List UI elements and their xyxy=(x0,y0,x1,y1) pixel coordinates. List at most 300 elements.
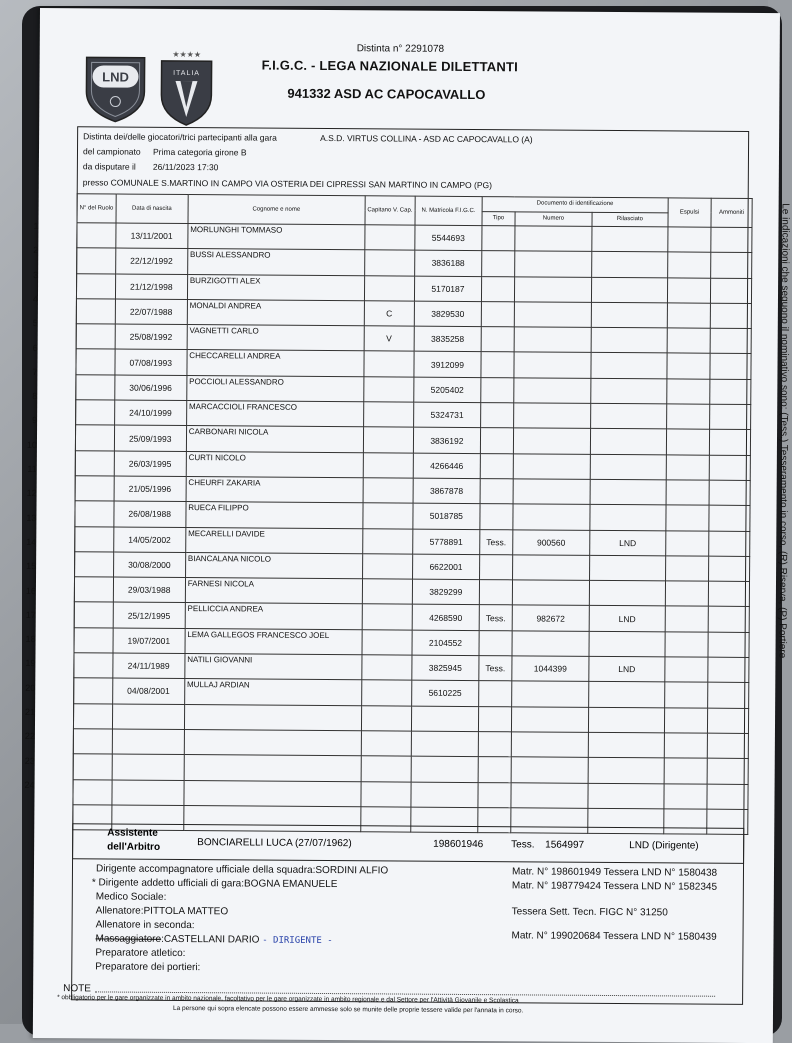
doc-type-cell xyxy=(480,504,513,530)
matricola-cell: 4268590 xyxy=(412,605,479,631)
name-cell: MECARELLI DAVIDE xyxy=(185,527,362,554)
doc-number-cell xyxy=(513,479,590,505)
doc-number-cell xyxy=(511,782,588,808)
captain-cell xyxy=(362,604,412,630)
doc-number-cell xyxy=(513,453,590,479)
assistant-doc-type: Tess. xyxy=(511,839,535,851)
doc-number-cell: 982672 xyxy=(512,605,589,631)
role-cell xyxy=(77,248,116,274)
captain-cell xyxy=(363,427,413,453)
doc-issued-cell xyxy=(588,783,664,809)
expelled-cell xyxy=(668,252,711,278)
doc-issued-cell xyxy=(590,403,666,429)
doc-type-cell xyxy=(478,732,511,758)
doc-number-cell xyxy=(515,226,592,252)
doc-number-cell: 900560 xyxy=(513,529,590,555)
warned-cell xyxy=(707,708,748,734)
row-number: 21 xyxy=(25,706,36,717)
name-cell: MONALDI ANDREA xyxy=(187,299,364,326)
warned-cell xyxy=(711,227,752,253)
role-cell xyxy=(75,425,114,451)
row-number: 24 xyxy=(24,779,35,790)
doc-number-cell xyxy=(511,706,588,732)
row-number: 3 xyxy=(33,269,39,280)
row-number: 16 xyxy=(25,585,36,596)
name-cell: CHEURFI ZAKARIA xyxy=(186,476,363,503)
expelled-cell xyxy=(665,632,708,658)
row-number: 22 xyxy=(24,731,35,742)
coach-ids: Tessera Sett. Tecn. FIGC N° 31250 xyxy=(511,906,668,919)
doc-issued-cell xyxy=(590,454,666,480)
row-number: 15 xyxy=(26,561,37,572)
doc-issued-cell xyxy=(588,758,664,784)
warned-cell xyxy=(708,607,749,633)
doc-number-cell xyxy=(514,327,591,353)
staff-officials xyxy=(92,877,338,890)
doc-number-cell xyxy=(511,757,588,783)
doc-issued-cell xyxy=(591,378,667,404)
captain-cell xyxy=(362,579,412,605)
birth-cell: 24/10/1999 xyxy=(114,400,186,426)
warned-cell xyxy=(711,252,752,278)
name-cell: RUECA FILIPPO xyxy=(186,502,363,529)
role-cell xyxy=(73,703,112,729)
expelled-cell xyxy=(665,606,708,632)
birth-cell: 24/11/1989 xyxy=(113,653,185,679)
doc-number-cell xyxy=(511,732,588,758)
captain-cell xyxy=(361,781,411,807)
role-cell xyxy=(74,577,113,603)
doc-issued-cell: LND xyxy=(589,606,665,632)
warned-cell xyxy=(710,379,751,405)
doc-type-cell: Tess. xyxy=(480,529,513,555)
row-number: 6 xyxy=(32,342,38,353)
warned-cell xyxy=(708,632,749,658)
role-cell xyxy=(74,678,113,704)
director-name: SORDINI ALFIO xyxy=(315,864,389,877)
match-teams: A.S.D. VIRTUS COLLINA - ASD AC CAPOCAVALLO (A) xyxy=(320,132,533,145)
matricola-cell: 4266446 xyxy=(413,453,480,479)
name-cell xyxy=(184,755,361,782)
director-ids: Matr. N° 198601949 Tessera LND N° 1580438 xyxy=(511,866,718,879)
svg-text:LND: LND xyxy=(102,69,129,85)
row-number: 23 xyxy=(24,755,35,766)
warned-cell xyxy=(709,430,750,456)
doc-type-cell xyxy=(478,757,511,783)
col-captain: Capitano V. Cap. xyxy=(365,196,415,225)
captain-cell xyxy=(365,225,415,251)
doc-issued-cell xyxy=(589,682,665,708)
captain-cell xyxy=(361,756,411,782)
captain-cell xyxy=(363,402,413,428)
footer-line-2: La persone qui sopra elencate possono essere ammesse solo se munite delle proprie tessere valide per l'annata in corso. xyxy=(172,1004,524,1015)
role-cell xyxy=(75,552,114,578)
expelled-cell xyxy=(667,277,710,303)
matricola-cell: 3836192 xyxy=(413,427,480,453)
doc-issued-cell: LND xyxy=(590,530,666,556)
warned-cell xyxy=(709,480,750,506)
name-cell: LEMA GALLEGOS FRANCESCO JOEL xyxy=(185,628,362,655)
birth-cell: 14/05/2002 xyxy=(113,527,185,553)
doc-number-cell xyxy=(514,276,591,302)
warned-cell xyxy=(710,354,751,380)
doc-type-cell xyxy=(481,352,514,378)
assistant-doc-number: 1564997 xyxy=(545,839,585,851)
role-cell xyxy=(75,476,114,502)
name-cell: MORLUNGHI TOMMASO xyxy=(188,224,365,251)
doc-type-cell xyxy=(478,782,511,808)
name-cell xyxy=(184,729,361,756)
role-cell xyxy=(75,501,114,527)
doc-number-cell xyxy=(513,403,590,429)
captain-cell xyxy=(362,630,412,656)
birth-cell: 25/09/1993 xyxy=(114,425,186,451)
assistant-doc-issued: LND (Dirigente) xyxy=(629,840,699,852)
col-expelled: Espulsi xyxy=(668,198,711,227)
warned-cell xyxy=(709,455,750,481)
match-venue: presso COMUNALE S.MARTINO IN CAMPO VIA OSTERIA DEI CIPRESSI SAN MARTINO IN CAMPO (PG) xyxy=(82,177,492,191)
row-number: 10 xyxy=(26,439,37,450)
doc-type-cell: Tess. xyxy=(479,656,512,682)
doc-issued-cell xyxy=(588,707,664,733)
birth-cell: 26/03/1995 xyxy=(114,451,186,477)
date-label: da disputare il xyxy=(82,161,136,172)
warned-cell xyxy=(707,733,748,759)
name-cell: VAGNETTI CARLO xyxy=(187,325,364,352)
doc-issued-cell xyxy=(589,581,665,607)
name-cell: CARBONARI NICOLA xyxy=(186,426,363,453)
expelled-cell xyxy=(664,733,707,759)
name-cell: BIANCALANA NICOLO xyxy=(185,552,362,579)
name-cell: NATILI GIOVANNI xyxy=(185,654,362,681)
role-cell xyxy=(73,729,112,755)
lnd-logo xyxy=(82,53,148,123)
warned-cell xyxy=(709,531,750,557)
name-cell xyxy=(184,704,361,731)
expelled-cell xyxy=(665,682,708,708)
captain-cell xyxy=(363,503,413,529)
row-number: 13 xyxy=(26,512,37,523)
doc-type-cell: Tess. xyxy=(479,605,512,631)
match-date: 26/11/2023 17:30 xyxy=(152,161,219,173)
warned-cell xyxy=(710,278,751,304)
birth-cell: 26/08/1988 xyxy=(114,501,186,527)
row-number: 2 xyxy=(33,245,39,256)
col-doc-group: Documento di identificazione xyxy=(482,197,668,213)
doc-type-cell xyxy=(480,453,513,479)
svg-text:ITALIA: ITALIA xyxy=(173,69,201,78)
role-cell xyxy=(75,450,114,476)
doc-issued-cell xyxy=(591,302,667,328)
name-cell: BURZIGOTTI ALEX xyxy=(187,274,364,301)
assistant-box xyxy=(72,823,744,864)
warned-cell xyxy=(709,505,750,531)
expelled-cell xyxy=(666,505,709,531)
warned-cell xyxy=(708,556,749,582)
name-cell: MULLAJ ARDIAN xyxy=(184,679,361,706)
name-cell: FARNESI NICOLA xyxy=(185,578,362,605)
doc-issued-cell xyxy=(591,353,667,379)
officials-label: * Dirigente addetto ufficiali di gara: xyxy=(91,877,245,890)
birth-cell xyxy=(112,780,184,806)
expelled-cell xyxy=(664,783,707,809)
birth-cell: 21/12/1998 xyxy=(115,274,187,300)
coach-name: PITTOLA MATTEO xyxy=(143,905,229,918)
role-cell xyxy=(74,628,113,654)
birth-cell xyxy=(112,704,184,730)
doc-issued-cell xyxy=(589,631,665,657)
note-label: NOTE xyxy=(63,983,91,995)
coach-label: Allenatore: xyxy=(95,905,144,917)
role-cell xyxy=(77,223,116,249)
role-cell xyxy=(74,653,113,679)
row-number: 1 xyxy=(33,220,39,231)
birth-cell: 04/08/2001 xyxy=(112,678,184,704)
doc-type-cell xyxy=(480,428,513,454)
name-cell xyxy=(184,780,361,807)
role-cell xyxy=(73,754,112,780)
birth-cell: 29/03/1988 xyxy=(113,577,185,603)
assistant-matricola: 198601946 xyxy=(433,838,484,851)
matricola-cell: 5778891 xyxy=(413,529,480,555)
expelled-cell xyxy=(666,530,709,556)
expelled-cell xyxy=(668,227,711,253)
expelled-cell xyxy=(667,328,710,354)
expelled-cell xyxy=(664,708,707,734)
col-matricola: N. Matricola F.I.G.C. xyxy=(415,196,482,225)
row-number: 5 xyxy=(32,318,38,329)
expelled-cell xyxy=(666,404,709,430)
doc-number-cell xyxy=(512,580,589,606)
matricola-cell xyxy=(411,782,478,808)
warned-cell xyxy=(710,303,751,329)
staff-masseur xyxy=(95,933,332,946)
row-number: 20 xyxy=(25,682,36,693)
warned-cell xyxy=(708,581,749,607)
birth-cell: 07/08/1993 xyxy=(115,350,187,376)
doc-type-cell xyxy=(479,554,512,580)
championship-label: del campionato xyxy=(82,146,141,157)
role-cell xyxy=(76,400,115,426)
doc-issued-cell xyxy=(591,277,667,303)
captain-cell: V xyxy=(364,326,414,352)
officials-ids: Matr. N° 198779424 Tessera LND N° 1582345 xyxy=(511,880,718,893)
doc-issued-cell xyxy=(592,226,668,252)
doc-number-cell xyxy=(515,251,592,277)
doc-number-cell xyxy=(512,555,589,581)
matricola-cell: 3835258 xyxy=(414,326,481,352)
col-doc-issued: Rilasciato xyxy=(592,212,668,227)
col-doc-type: Tipo xyxy=(482,211,515,226)
role-cell xyxy=(76,375,115,401)
expelled-cell xyxy=(666,429,709,455)
role-cell xyxy=(76,299,115,325)
staff-director xyxy=(96,863,388,876)
row-number: 4 xyxy=(32,293,39,304)
matricola-cell: 3829530 xyxy=(414,301,481,327)
doc-issued-cell xyxy=(588,732,664,758)
footer-line-1: * obbligatorio per le gare organizzate in ambito nazionale, facoltativo per le gare organizzate in ambito regionale e dal Settore per l'Attività Giovanile e Scolastica xyxy=(57,994,519,1005)
matricola-cell xyxy=(411,731,478,757)
expelled-cell xyxy=(665,657,708,683)
club-title: 941332 ASD AC CAPOCAVALLO xyxy=(287,85,486,103)
birth-cell: 25/12/1995 xyxy=(113,602,185,628)
role-cell xyxy=(75,526,114,552)
doc-number-cell: 1044399 xyxy=(512,656,589,682)
side-note: Le indicazioni che seguono il nominativo sono: (Tess.) Tesseramento in corso, (R) Riserva, (P) Portiere xyxy=(776,203,791,659)
row-number: 11 xyxy=(27,463,37,474)
expelled-cell xyxy=(666,480,709,506)
warned-cell xyxy=(707,758,748,784)
expelled-cell xyxy=(665,556,708,582)
masseur-ids: Matr. N° 199020684 Tessera LND N° 1580439 xyxy=(511,930,717,943)
captain-cell xyxy=(364,377,414,403)
expelled-cell xyxy=(666,455,709,481)
doc-issued-cell xyxy=(592,252,668,278)
expelled-cell xyxy=(664,758,707,784)
doc-type-cell xyxy=(480,479,513,505)
players-table xyxy=(72,193,752,835)
col-birth: Data di nascita xyxy=(116,194,188,224)
birth-cell: 22/07/1988 xyxy=(115,299,187,325)
role-cell xyxy=(76,349,115,375)
expelled-cell xyxy=(667,303,710,329)
captain-cell xyxy=(363,452,413,478)
italia-logo xyxy=(157,47,216,127)
expelled-cell xyxy=(665,581,708,607)
col-warned: Ammoniti xyxy=(711,198,752,227)
matricola-cell: 5324731 xyxy=(413,402,480,428)
captain-cell xyxy=(364,250,414,276)
medico-label: Medico Sociale: xyxy=(95,891,167,903)
warned-cell xyxy=(709,404,750,430)
captain-cell xyxy=(364,351,414,377)
doc-type-cell xyxy=(482,251,515,277)
birth-cell: 19/07/2001 xyxy=(113,628,185,654)
doc-type-cell xyxy=(482,226,515,252)
row-number: 19 xyxy=(25,658,36,669)
warned-cell xyxy=(707,784,748,810)
doc-number: Distinta n° 2291078 xyxy=(356,43,445,55)
role-cell xyxy=(76,273,115,299)
expelled-cell xyxy=(667,353,710,379)
doc-type-cell xyxy=(479,630,512,656)
matricola-cell: 3912099 xyxy=(414,352,481,378)
matricola-cell: 5610225 xyxy=(412,680,479,706)
warned-cell xyxy=(710,328,751,354)
birth-cell: 30/08/2000 xyxy=(113,552,185,578)
row-number: 18 xyxy=(25,634,36,645)
name-cell: CHECCARELLI ANDREA xyxy=(187,350,364,377)
matricola-cell: 3836188 xyxy=(415,250,482,276)
matricola-cell: 2104552 xyxy=(412,630,479,656)
birth-cell: 30/06/1996 xyxy=(115,375,187,401)
captain-cell xyxy=(361,680,411,706)
doc-number-cell xyxy=(514,302,591,328)
players-table-wrap xyxy=(72,193,752,835)
prep-gk-label: Preparatore dei portieri: xyxy=(95,961,201,974)
name-cell: BUSSI ALESSANDRO xyxy=(187,249,364,276)
league-title: F.I.G.C. - LEGA NAZIONALE DILETTANTI xyxy=(261,57,519,75)
captain-cell xyxy=(361,731,411,757)
doc-type-cell xyxy=(478,706,511,732)
doc-issued-cell xyxy=(589,555,665,581)
assistant-name: BONCIARELLI LUCA (27/07/1962) xyxy=(197,837,352,850)
col-name: Cognome e nome xyxy=(188,195,365,225)
row-number: 17 xyxy=(25,609,36,620)
role-cell xyxy=(74,602,113,628)
birth-cell: 22/12/1992 xyxy=(115,248,187,274)
masseur-name: :CASTELLANI DARIO xyxy=(161,933,260,946)
doc-type-cell xyxy=(481,377,514,403)
row-number: 7 xyxy=(32,366,38,377)
matricola-cell: 5544693 xyxy=(415,225,482,251)
row-number: 8 xyxy=(32,391,38,402)
birth-cell xyxy=(112,729,184,755)
doc-number-cell xyxy=(514,352,591,378)
list-label: Distinta dei/delle giocatori/trici partecipanti alla gara xyxy=(83,131,277,143)
col-doc-number: Numero xyxy=(515,211,592,226)
doc-issued-cell xyxy=(590,479,666,505)
captain-cell xyxy=(361,705,411,731)
matricola-cell xyxy=(411,706,478,732)
doc-number-cell xyxy=(514,378,591,404)
matricola-cell: 3867878 xyxy=(413,478,480,504)
row-number: 9 xyxy=(32,415,38,426)
doc-type-cell xyxy=(479,580,512,606)
championship: Prima categoria girone B xyxy=(152,146,247,158)
role-cell xyxy=(76,324,115,350)
captain-cell xyxy=(364,275,414,301)
svg-text:★★★★: ★★★★ xyxy=(172,49,202,60)
doc-type-cell xyxy=(481,276,514,302)
prep-label: Preparatore atletico: xyxy=(95,947,186,960)
matricola-cell: 5205402 xyxy=(414,377,481,403)
assistant-label-2: dell'Arbitro xyxy=(107,841,161,853)
matricola-cell: 6622001 xyxy=(412,554,479,580)
captain-cell xyxy=(362,528,412,554)
captain-cell: C xyxy=(364,301,414,327)
doc-issued-cell: LND xyxy=(589,656,665,682)
expelled-cell xyxy=(667,379,710,405)
doc-issued-cell xyxy=(590,429,666,455)
name-cell: CURTI NICOLO xyxy=(186,451,363,478)
doc-number-cell xyxy=(513,504,590,530)
name-cell: MARCACCIOLI FRANCESCO xyxy=(186,401,363,428)
match-sheet xyxy=(24,8,791,1043)
player-rows xyxy=(73,223,752,835)
birth-cell: 21/05/1996 xyxy=(114,476,186,502)
birth-cell: 13/11/2001 xyxy=(116,223,188,249)
director-label: Dirigente accompagnatore ufficiale della squadra: xyxy=(95,863,316,876)
col-role: N° del Ruolo xyxy=(77,194,116,223)
matricola-cell: 5018785 xyxy=(413,503,480,529)
birth-cell xyxy=(112,754,184,780)
doc-number-cell xyxy=(512,681,589,707)
matricola-cell xyxy=(411,756,478,782)
masseur-label: Massaggiatore xyxy=(95,933,162,945)
assistant-label-1: Assistente xyxy=(107,827,158,839)
warned-cell xyxy=(708,683,749,709)
doc-type-cell xyxy=(480,403,513,429)
handwritten-note: - DIRIGENTE - xyxy=(262,935,333,947)
birth-cell: 25/08/1992 xyxy=(115,324,187,350)
matricola-cell: 3825945 xyxy=(412,655,479,681)
row-number: 12 xyxy=(26,488,37,499)
matricola-cell: 3829299 xyxy=(412,579,479,605)
second-coach-label: Allenatore in seconda: xyxy=(95,919,195,932)
captain-cell xyxy=(362,655,412,681)
